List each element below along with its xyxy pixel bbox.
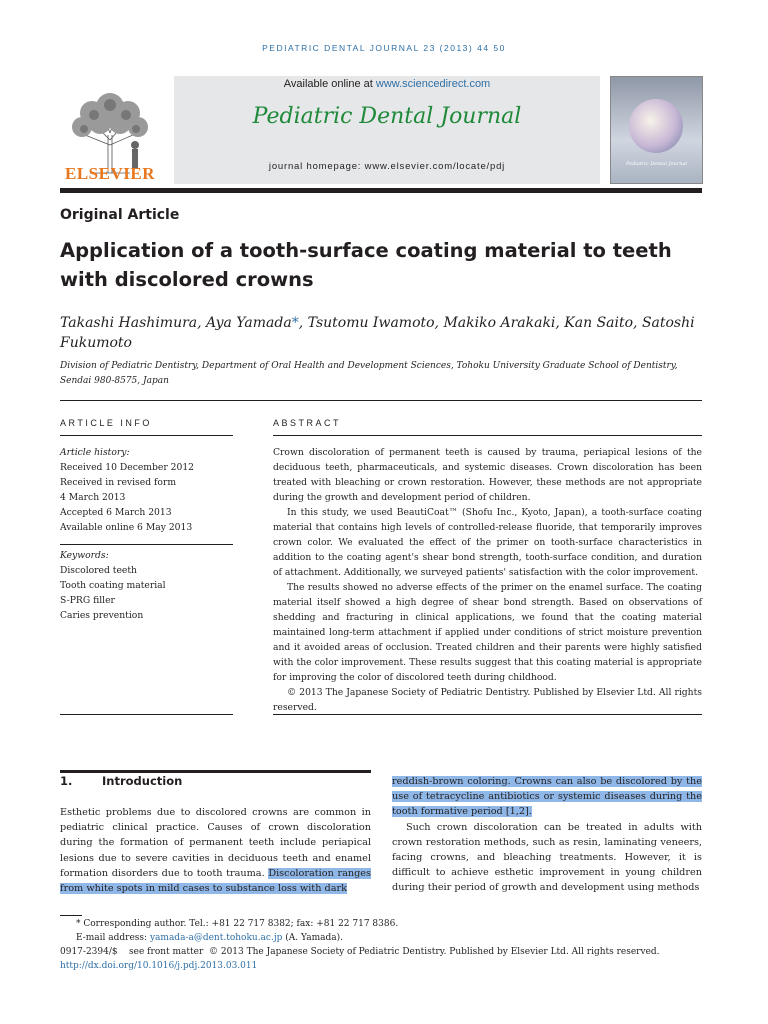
abstract-end-rule — [273, 714, 702, 715]
journal-homepage[interactable]: journal homepage: www.elsevier.com/locate/pdj — [268, 161, 506, 172]
keyword-item: Tooth coating material — [60, 580, 166, 591]
intro-right-column — [392, 774, 702, 896]
available-prefix: Available online at — [283, 78, 376, 90]
abstract-paragraph: In this study, we used BeautiCoat™ (Shofu Inc., Kyoto, Japan), a tooth-surface coating material that contains high levels of controlled-release fluoride, that temporarily improves crown color. We evaluated the effect of the primer on tooth-surface characteristics in addition to the coating agent's shear bond strength, tooth-surface condition, and duration of attachment. Additionally, we surveyed patients' satisfaction with the color improvement. — [273, 507, 702, 578]
abstract-heading: ABSTRACT — [273, 418, 342, 428]
cover-art — [629, 99, 683, 153]
footnote-rule — [60, 915, 82, 916]
authors-rest: , Tsutomu Iwamoto, Makiko Arakaki, Kan Saito, Satoshi Fukumoto — [60, 315, 695, 351]
footnotes — [60, 917, 710, 973]
abstract-paragraph: The results showed no adverse effects of the primer on the enamel surface. The coating material itself showed a high degree of shear bond strength. Based on observations of shedding and fracturing in clinical applications, we found that the coating material maintained long-term attachment if applied under conditions of strict moisture prevention and it avoided areas of occlusion. Treated children and their parents were highly satisfied with the color improvement. These results suggest that this coating material is appropriate for improving the color of discolored teeth during childhood. — [273, 582, 702, 683]
article-info-end-rule — [60, 714, 233, 715]
abstract-paragraph: Crown discoloration of permanent teeth is caused by trauma, periapical lesions of the deciduous teeth, pharmaceuticals, and systemic diseases. Crown discoloration has been treated with bleaching or crown restoration. However, these methods are not appropriate during the growth and development period of children. — [273, 447, 702, 503]
keyword-item: Discolored teeth — [60, 565, 137, 576]
sciencedirect-link[interactable]: www.sciencedirect.com — [375, 78, 491, 90]
intro-heading-rule — [60, 770, 371, 773]
email-link[interactable]: yamada-a@dent.tohoku.ac.jp — [149, 933, 283, 943]
keyword-item: S-PRG filler — [60, 595, 115, 606]
intro-paragraph: Such crown discoloration can be treated in adults with crown restoration methods, such as resin, laminating veneers, facing crowns, and bleaching treatments. However, it is difficult to achieve esthetic improvement in young children during their period of growth and development using methods — [392, 821, 702, 894]
email-label: E-mail address: — [76, 933, 150, 943]
intro-left-column — [60, 805, 371, 896]
history-item: Received 10 December 2012 — [60, 462, 195, 473]
article-history — [60, 445, 233, 535]
history-item: Received in revised form — [60, 477, 177, 488]
article-info-heading: ARTICLE INFO — [60, 418, 152, 428]
history-item: Accepted 6 March 2013 — [60, 507, 172, 518]
author-list — [60, 313, 710, 353]
running-head: PEDIATRIC DENTAL JOURNAL 23 (2013) 44 50 — [262, 43, 506, 53]
section-title: Introduction — [102, 774, 183, 788]
keywords-rule — [60, 544, 233, 545]
abstract-copyright: © 2013 The Japanese Society of Pediatric Dentistry. Published by Elsevier Ltd. All rights reserved. — [273, 687, 702, 713]
keywords-label: Keywords: — [60, 550, 109, 561]
article-title: Application of a tooth-surface coating material to teeth with discolored crowns — [60, 239, 672, 291]
corresponding-author-mark[interactable]: * — [291, 315, 299, 331]
email-note — [60, 931, 710, 945]
history-item: 4 March 2013 — [60, 492, 126, 503]
keyword-item: Caries prevention — [60, 610, 144, 621]
section-number: 1. — [60, 774, 73, 788]
abstract-body — [273, 445, 702, 715]
history-label: Article history: — [60, 447, 130, 458]
publisher-name: ELSEVIER — [65, 164, 155, 183]
journal-title: Pediatric Dental Journal — [252, 104, 522, 129]
highlighted-text[interactable]: reddish-brown coloring. Crowns can also be discolored by the use of tetracycline antibiotics or systemic diseases during the tooth formative period [1,2]. — [392, 776, 702, 818]
issn-line: 0917-2394/$ see front matter © 2013 The Japanese Society of Pediatric Dentistry. Published by Elsevier Ltd. All rights reserved. — [60, 947, 660, 957]
header-rule — [60, 188, 702, 193]
article-type: Original Article — [60, 207, 180, 223]
keywords — [60, 548, 233, 623]
authors-first: Takashi Hashimura, Aya Yamada — [60, 315, 292, 331]
intro-paragraph — [60, 805, 371, 896]
highlighted-text[interactable]: Discoloration ranges from white spots in mild cases to substance loss with dark — [60, 867, 371, 895]
article-info-rule — [60, 435, 233, 436]
corresponding-author-note: * Corresponding author. Tel.: +81 22 717 8382; fax: +81 22 717 8386. — [76, 919, 399, 929]
history-item: Available online 6 May 2013 — [60, 522, 193, 533]
intro-text: Esthetic problems due to discolored crowns are common in pediatric clinical practice. Causes of crown discoloration during the formation of permanent teeth include periapical lesions due to severe cavities in deciduous teeth and enamel formation disorders due to tooth trauma. — [60, 807, 371, 879]
journal-cover-image — [610, 76, 703, 184]
abstract-rule — [273, 435, 702, 436]
available-online-line — [174, 78, 600, 90]
cover-title: Pediatric Dental Journal — [625, 161, 688, 167]
affiliation: Division of Pediatric Dentistry, Department of Oral Health and Development Sciences, Tohoku University Graduate School of Dentistry, Sendai 980-8575, Japan — [60, 361, 678, 386]
email-suffix: (A. Yamada). — [282, 933, 343, 943]
intro-paragraph — [392, 774, 702, 820]
doi-link[interactable]: http://dx.doi.org/10.1016/j.pdj.2013.03.011 — [60, 961, 258, 971]
section-divider — [60, 400, 702, 401]
